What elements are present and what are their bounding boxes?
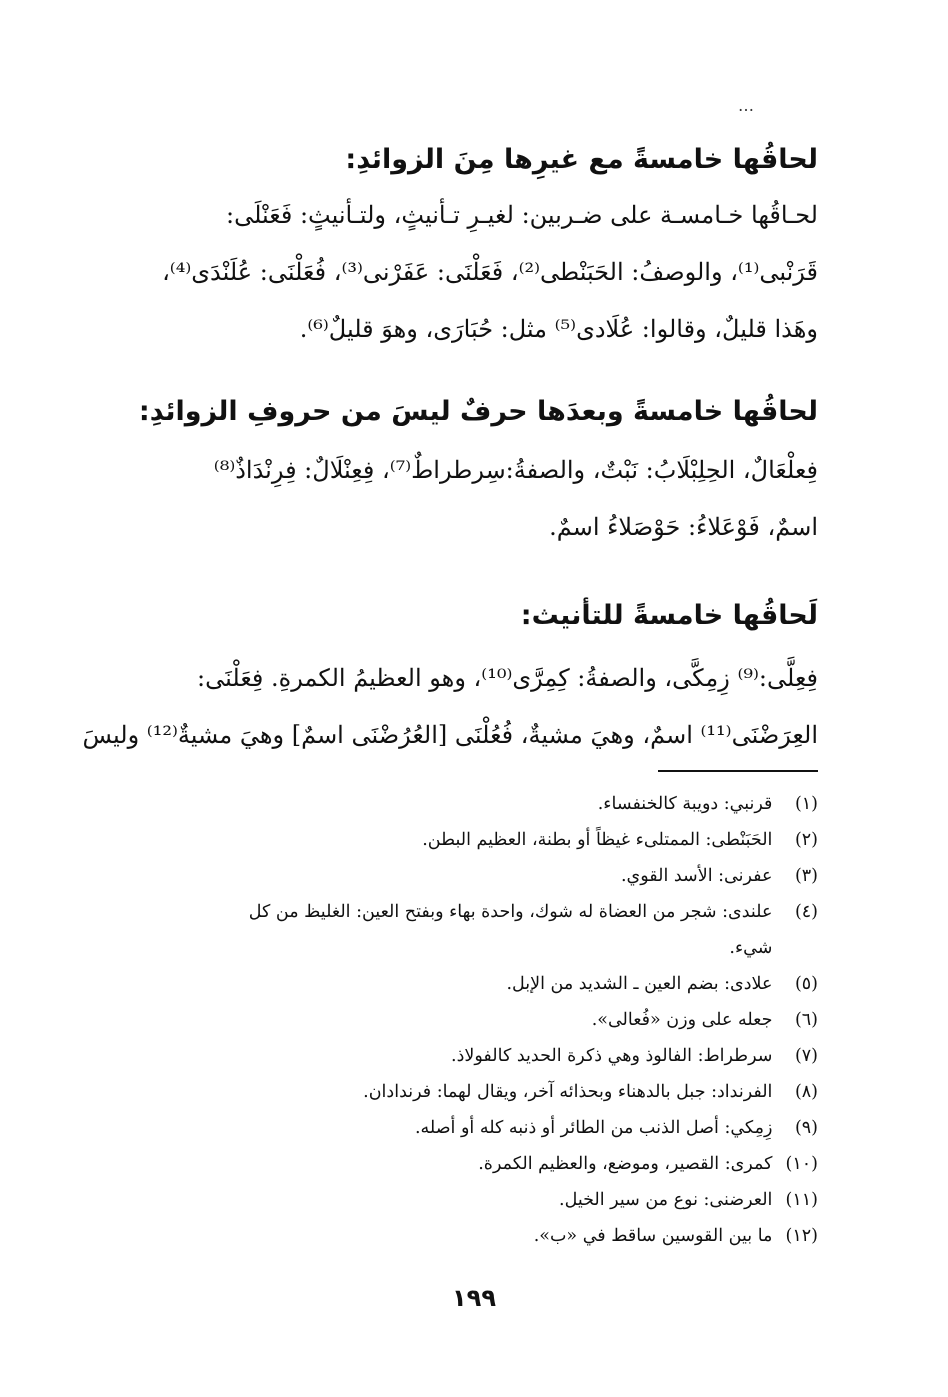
- footnote-number: (٥): [794, 974, 818, 994]
- footnote-text: علادى: بضم العين ـ الشديد من الإبل.: [506, 974, 773, 994]
- footnote-number: (٦): [794, 1010, 818, 1030]
- footnote: [120, 858, 818, 894]
- footnote-text: العرضنى: نوع من سير الخيل.: [559, 1190, 773, 1210]
- section-paragraph-2: [120, 442, 818, 556]
- footnote: [120, 1218, 818, 1254]
- footnote-text: زِمِكي: أصل الذنب من الطائر أو ذنبه كله أو أصله.: [414, 1118, 773, 1138]
- footnote: [120, 1074, 818, 1110]
- footnote-number: (٩): [794, 1118, 818, 1138]
- footnote-text: الحَبَنْطى: الممتلىء غيظاً أو بطنة، العظيم البطن.: [422, 830, 773, 850]
- paragraph-line: فِعِلَّى:⁽⁹⁾ زِمِكَّى، والصفةُ: كِمِرَّى⁽¹⁰⁾، وهو العظيمُ الكمرةِ. فِعَلْنَى:: [197, 664, 818, 692]
- footnote-text: عفرنى: الأسد القوي.: [620, 866, 773, 886]
- section-heading-3: لَحاقُها خامسةً للتأنيث:: [520, 600, 818, 631]
- footnote-number: (١٢): [785, 1226, 818, 1246]
- footnote: [120, 1038, 818, 1074]
- footnote-text: ما بين القوسين ساقط في «ب».: [533, 1226, 773, 1246]
- footnote: [120, 966, 818, 1002]
- section-heading-1: لحاقُها خامسةً مع غيرِها مِنَ الزوائدِ:: [345, 144, 818, 175]
- footnote-text: شيء.: [729, 938, 773, 958]
- top-dots: …: [738, 96, 758, 115]
- paragraph-line: قَرَنْبى⁽¹⁾، والوصفُ: الحَبَنْطى⁽²⁾، فَعَلْنَى: عَفَرْنى⁽³⁾، فُعَلْنَى: عُلَنْدَى⁽⁴⁾،: [162, 258, 818, 286]
- paragraph-line: لحـاقُها خـامسـة على ضـربين: لغيـرِ تـأنيثٍ، ولتـأنيثٍ: فَعَنْلَى:: [226, 201, 818, 229]
- footnote-text: الفرنداد: جبل بالدهناء وبحذائه آخر، ويقال لهما: فرندادان.: [363, 1082, 773, 1102]
- footnote: [120, 1182, 818, 1218]
- footnote: [120, 1002, 818, 1038]
- footnote: [120, 1110, 818, 1146]
- footnote-continuation: [120, 930, 818, 966]
- footnote-number: (٢): [794, 830, 818, 850]
- footnote-number: (١١): [785, 1190, 818, 1210]
- footnote-number: (٧): [794, 1046, 818, 1066]
- paragraph-line: اسمٌ، فَوْعَلاءُ: حَوْصَلاءُ اسمٌ.: [549, 513, 818, 541]
- footnote-text: علندى: شجر من العضاة له شوك، واحدة بهاء وبفتح العين: الغليظ من كل: [248, 902, 773, 922]
- paragraph-line: وهَذا قليلٌ، وقالوا: عُلَادى⁽⁵⁾ مثل: حُبَارَى، وهوَ قليلٌ⁽⁶⁾.: [299, 315, 818, 343]
- footnote-text: كمرى: القصير، وموضع، والعظيم الكمرة.: [478, 1154, 773, 1174]
- footnote: [120, 894, 818, 930]
- footnote-text: جعله على وزن «فُعالى».: [591, 1010, 773, 1030]
- footnote-text: قرنبي: دويبة كالخنفساء.: [597, 794, 773, 814]
- page-number: ١٩٩: [452, 1284, 496, 1312]
- footnote-number: (١٠): [785, 1154, 818, 1174]
- footnote-text: سرطراط: الفالوذ وهي ذكرة الحديد كالفولاذ.: [451, 1046, 773, 1066]
- footnote-number: (٨): [794, 1082, 818, 1102]
- footnote: [120, 1146, 818, 1182]
- paragraph-line: العِرَضْنَى⁽¹¹⁾ اسمٌ، وهيَ مشيةٌ، فُعُلْنَى [العُرُضْنَى اسمٌ] وهيَ مشيةٌ⁽¹²⁾ وليسَ: [82, 721, 818, 749]
- footnote-number: (٤): [794, 902, 818, 922]
- paragraph-line: فِعلْعَالٌ، الحِلِبْلَابُ: نَبْتٌ، والصفةُ:سِرطراطٌ⁽⁷⁾، فِعِنْلَالٌ: فِرِنْدَاذٌ⁽⁸⁾: [213, 456, 818, 484]
- footnotes: [120, 786, 818, 1254]
- footnote: [120, 786, 818, 822]
- footnote-number: (٣): [794, 866, 818, 886]
- footnote-divider: [658, 770, 818, 772]
- footnote: [120, 822, 818, 858]
- section-paragraph-3: [82, 650, 818, 764]
- footnote-number: (١): [794, 794, 818, 814]
- section-heading-2: لحاقُها خامسةً وبعدَها حرفٌ ليسَ من حروفِ الزوائدِ:: [138, 396, 818, 427]
- section-paragraph-1: [120, 187, 818, 358]
